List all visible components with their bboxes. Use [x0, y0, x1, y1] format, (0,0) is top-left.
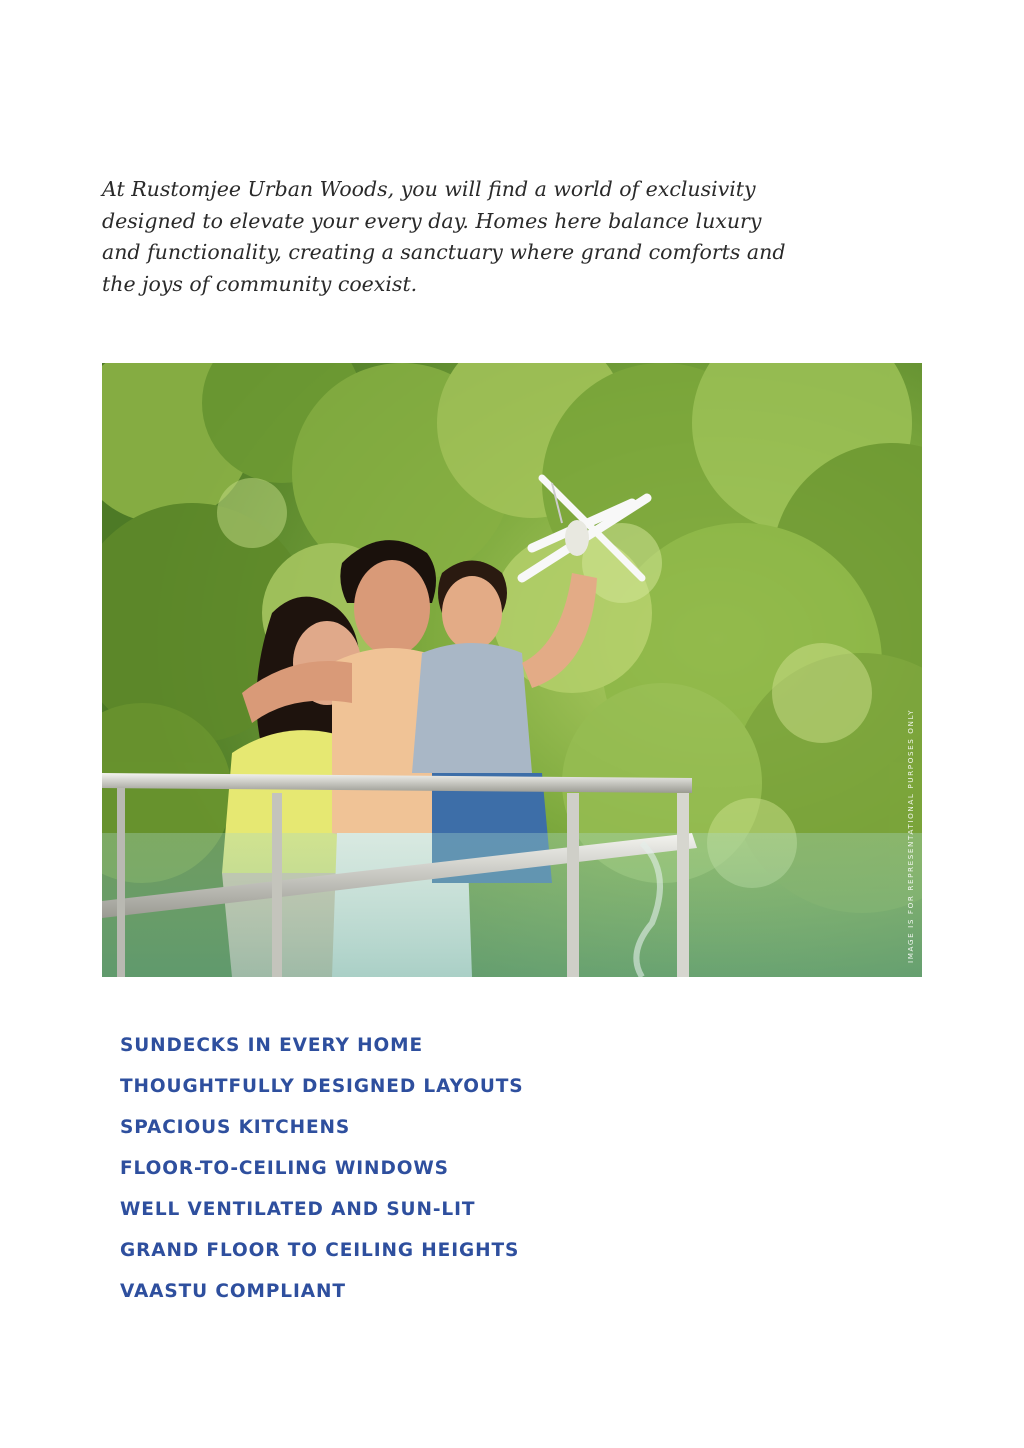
image-disclaimer: IMAGE IS FOR REPRESENTATIONAL PURPOSES ONLY	[906, 708, 915, 963]
intro-line: the joys of community coexist.	[102, 271, 418, 296]
feature-item-vaastu: VAASTU COMPLIANT	[120, 1281, 346, 1302]
feature-item-ventilation: WELL VENTILATED AND SUN-LIT	[120, 1199, 476, 1220]
intro-line: and functionality, creating a sanctuary where grand comforts and	[102, 240, 786, 264]
feature-item-ceiling-heights: GRAND FLOOR TO CEILING HEIGHTS	[120, 1240, 520, 1261]
feature-item-kitchens: SPACIOUS KITCHENS	[120, 1117, 351, 1138]
intro-line: At Rustomjee Urban Woods, you will find a world of exclusivity	[102, 177, 756, 201]
feature-item-sundecks: SUNDECKS IN EVERY HOME	[120, 1035, 424, 1056]
feature-item-layouts: THOUGHTFULLY DESIGNED LAYOUTS	[120, 1076, 524, 1097]
photo-illustration	[102, 363, 922, 977]
family-balcony-photo	[102, 363, 922, 977]
feature-list	[120, 1036, 524, 1323]
feature-item-windows: FLOOR-TO-CEILING WINDOWS	[120, 1158, 449, 1179]
intro-line: designed to elevate your every day. Homes here balance luxury	[102, 208, 762, 233]
intro-paragraph	[102, 174, 842, 300]
